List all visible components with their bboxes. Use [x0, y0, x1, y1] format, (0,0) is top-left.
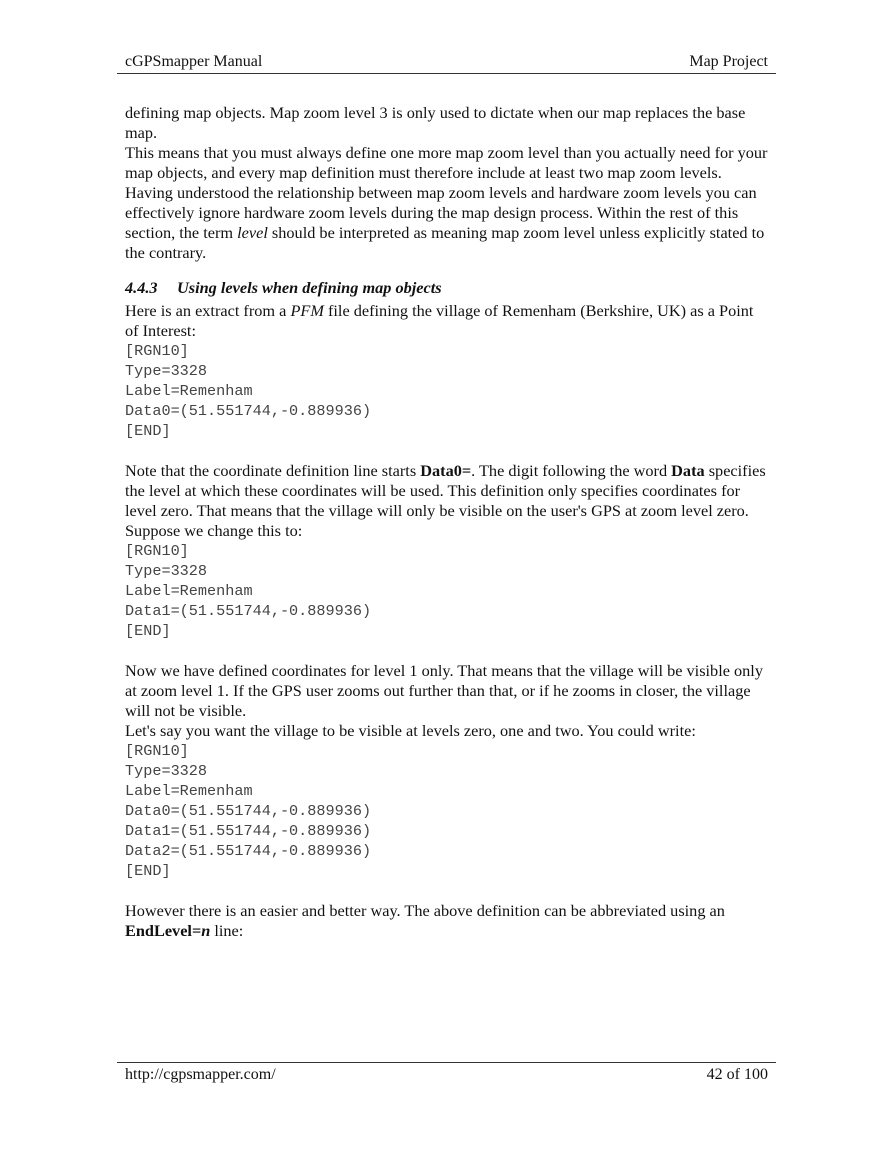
section-title: Using levels when defining map objects	[177, 278, 442, 297]
code-block: [RGN10] Type=3328 Label=Remenham Data0=(51.551744,-0.889936) [END]	[125, 342, 372, 440]
paragraph: This means that you must always define one more map zoom level than you actually need for your map objects, and every map definition must therefore include at least two map zoom levels.	[125, 143, 768, 182]
paragraph: defining map objects. Map zoom level 3 is only used to dictate when our map replaces the base map.	[125, 103, 746, 142]
paragraph: Now we have defined coordinates for level 1 only. That means that the village will be visible only at zoom level 1. If the GPS user zooms out further than that, or if he zooms in closer, the village will not be visible.	[125, 661, 763, 720]
footer-url: http://cgpsmapper.com/	[125, 1066, 276, 1083]
header-section: Map Project	[689, 53, 768, 70]
page-number: 42 of 100	[706, 1066, 768, 1083]
term-level: level	[237, 223, 268, 242]
code-block: [RGN10] Type=3328 Label=Remenham Data1=(51.551744,-0.889936) [END]	[125, 542, 372, 640]
page-header	[117, 52, 776, 74]
page-content	[125, 103, 770, 941]
term-pfm: PFM	[290, 301, 324, 320]
paragraph: Having understood the relationship between map zoom levels and hardware zoom levels you can effectively ignore hardware zoom levels during the map design process. Within the rest of this section, the term level should be interpreted as meaning map zoom level unless explicitly stated to the contrary.	[125, 183, 765, 262]
paragraph: However there is an easier and better way. The above definition can be abbreviated using an EndLevel=n line:	[125, 901, 725, 940]
page-footer	[117, 1062, 776, 1083]
paragraph: Here is an extract from a PFM file defining the village of Remenham (Berkshire, UK) as a Point of Interest:	[125, 301, 754, 340]
paragraph: Note that the coordinate definition line starts Data0=. The digit following the word Data specifies the level at which these coordinates will be used. This definition only specifies coordinates for level zero. That means that the village will only be visible on the user's GPS at zoom level zero.	[125, 461, 766, 520]
section-number: 4.4.3	[125, 278, 158, 297]
header-title: cGPSmapper Manual	[125, 53, 263, 70]
paragraph: Let's say you want the village to be visible at levels zero, one and two. You could write:	[125, 721, 696, 740]
paragraph: Suppose we change this to:	[125, 521, 303, 540]
section-heading	[125, 278, 770, 298]
code-block: [RGN10] Type=3328 Label=Remenham Data0=(51.551744,-0.889936) Data1=(51.551744,-0.889936) Data2=(51.551744,-0.889936) [END]	[125, 742, 372, 880]
